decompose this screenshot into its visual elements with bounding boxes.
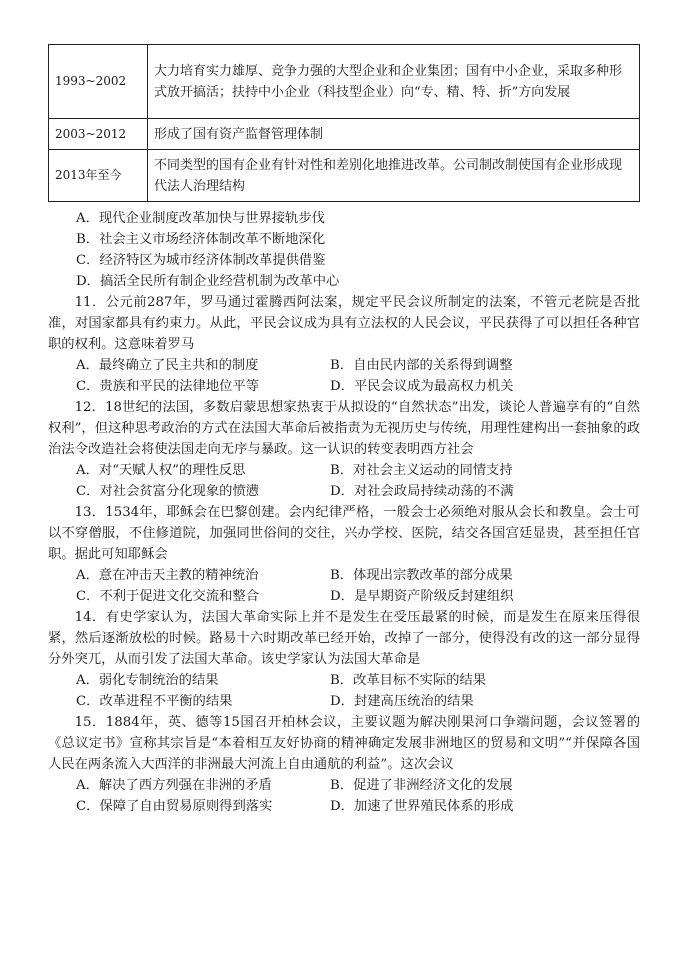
option-d: D．是早期资产阶级反封建组织: [330, 589, 514, 604]
question-stem: 13．1534年，耶稣会在巴黎创建。会内纪律严格，一般会士必须绝对服从会长和教皇。会士可以不穿僧服，不住修道院，加强同世俗间的交往，兴办学校、医院，结交各国宫廷显贵，甚至担任官职。据此可知耶稣会: [48, 505, 640, 562]
question-11: [48, 292, 640, 397]
table-period-cell: 2003~2012: [49, 119, 148, 150]
option-d: D．平民会议成为最高权力机关: [330, 379, 514, 394]
option-b: B．社会主义市场经济体制改革不断地深化: [76, 232, 326, 247]
question-stem: 12．18世纪的法国，多数启蒙思想家热衷于从拟设的“自然状态”出发，谈论人普遍享有的“自然权利”，但这种思考政治的方式在法国大革命后被指责为无视历史与传统，用理性建构出一套抽象的政治法令改造社会将使法国走向无序与暴政。这一认识的转变表明西方社会: [48, 400, 640, 457]
option-b: B．体现出宗教改革的部分成果: [330, 568, 513, 583]
option-c: C．经济特区为城市经济体制改革提供借鉴: [76, 253, 326, 268]
question-12: [48, 397, 640, 502]
option-b: B．对社会主义运动的同情支持: [330, 463, 513, 478]
table-row: [49, 150, 640, 202]
option-b: B．促进了非洲经济文化的发展: [330, 778, 513, 793]
table-period-cell: 2013年至今: [49, 150, 148, 202]
table-content-cell: 大力培育实力雄厚、竞争力强的大型企业和企业集团；国有中小企业，采取多种形式放开搞活；扶持中小企业（科技型企业）向“专、精、特、折”方向发展: [148, 45, 640, 119]
option-c: C．保障了自由贸易原则得到落实: [76, 799, 273, 814]
option-d: D．对社会政局持续动荡的不满: [330, 484, 514, 499]
question-14: [48, 607, 640, 712]
option-b: B．改革目标不实际的结果: [330, 673, 487, 688]
option-b: B．自由民内部的关系得到调整: [330, 358, 513, 373]
option-a: A．对“天赋人权”的理性反思: [76, 463, 246, 478]
option-c: C．改革进程不平衡的结果: [76, 694, 233, 709]
option-a: A．现代企业制度改革加快与世界接轨步伐: [76, 211, 325, 226]
table-period-cell: 1993~2002: [49, 45, 148, 119]
option-d: D．封建高压统治的结果: [330, 694, 474, 709]
question-13: [48, 502, 640, 607]
option-c: C．不利于促进文化交流和整合: [76, 589, 260, 604]
table-row: [49, 45, 640, 119]
question-15: [48, 712, 640, 817]
question-stem: 11．公元前287年，罗马通过霍腾西阿法案，规定平民会议所制定的法案，不管元老院是否批准，对国家都具有约束力。从此，平民会议成为具有立法权的人民会议，平民获得了可以担任各种官职的权利。这意味着罗马: [48, 295, 640, 352]
reform-table: [48, 44, 640, 202]
question-stem: 15．1884年，英、德等15国召开柏林会议，主要议题为解决刚果河口争端问题，会议签署的《总议定书》宣称其宗旨是“本着相互友好协商的精神确定发展非洲地区的贸易和文明”“并保障各国人民在两条流入大西洋的非洲最大河流上自由通航的利益”。这次会议: [48, 715, 640, 772]
option-a: A．弱化专制统治的结果: [76, 673, 219, 688]
option-c: C．对社会贫富分化现象的愤懑: [76, 484, 260, 499]
option-d: D．搞活全民所有制企业经营机制为改革中心: [76, 274, 340, 289]
question-10-options: [48, 208, 640, 292]
table-content-cell: 形成了国有资产监督管理体制: [148, 119, 640, 150]
table-row: [49, 119, 640, 150]
option-d: D．加速了世界殖民体系的形成: [330, 799, 514, 814]
option-a: A．最终确立了民主共和的制度: [76, 358, 259, 373]
option-a: A．意在冲击天主教的精神统治: [76, 568, 259, 583]
question-stem: 14．有史学家认为，法国大革命实际上并不是发生在受压最紧的时候，而是发生在原来压得很紧，然后逐渐放松的时候。路易十六时期改革已经开始，改掉了一部分，使得没有改的这一部分显得分外突兀，从而引发了法国大革命。该史学家认为法国大革命是: [48, 610, 640, 667]
option-c: C．贵族和平民的法律地位平等: [76, 379, 260, 394]
table-content-cell: 不同类型的国有企业有针对性和差别化地推进改革。公司制改制使国有企业形成现代法人治理结构: [148, 150, 640, 202]
option-a: A．解决了西方列强在非洲的矛盾: [76, 778, 272, 793]
